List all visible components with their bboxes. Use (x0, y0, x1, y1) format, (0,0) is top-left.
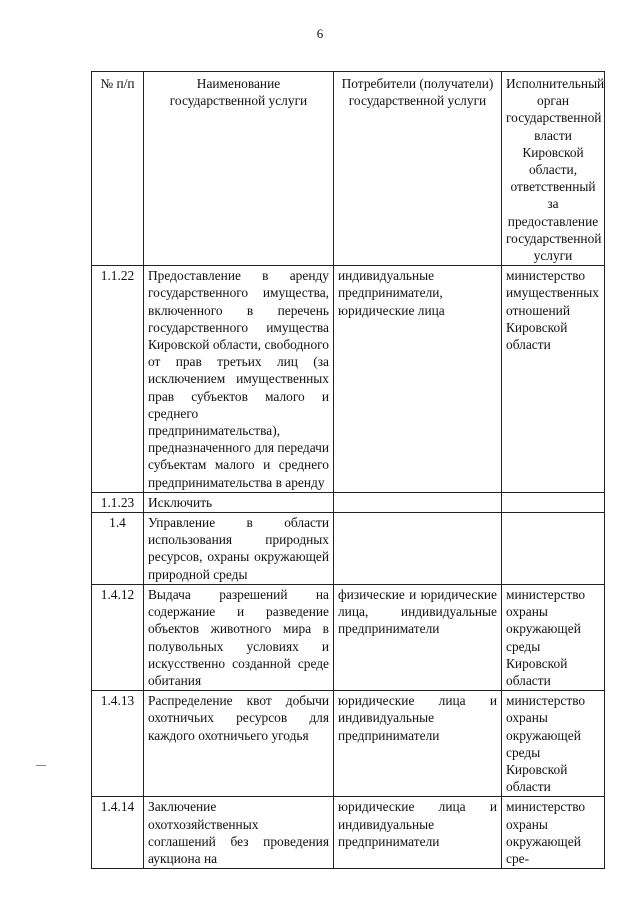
row-consumers: юридические лица и индивидуальные предприниматели (334, 691, 502, 797)
row-authority (502, 513, 605, 585)
row-authority: министерство охраны окружающей сре- (502, 797, 605, 869)
header-number: № п/п (92, 72, 144, 266)
table-row (92, 797, 605, 869)
row-service-name: Предоставление в аренду государственного имущества, включенного в перечень государственного имущества Кировской области, свободного от прав третьих лиц (за исключением имущественных прав субъектов малого и среднего предпринимательства), предназначенного для передачи субъектам малого и среднего предпринимательства в аренду (144, 266, 334, 493)
table-row (92, 492, 605, 512)
row-service-name: Выдача разрешений на содержание и разведение объектов животного мира в полувольных условиях и искусственно созданной среде обитания (144, 584, 334, 690)
header-service-name: Наименование государственной услуги (144, 72, 334, 266)
table-header-row (92, 72, 605, 266)
row-authority: министерство охраны окружающей среды Кировской области (502, 584, 605, 690)
row-number: 1.4.12 (92, 584, 144, 690)
row-number: 1.4 (92, 513, 144, 585)
row-service-name: Заключение охотхозяйственных соглашений без проведения аукциона на (144, 797, 334, 869)
table-row (92, 513, 605, 585)
row-number: 1.1.22 (92, 266, 144, 493)
row-number: 1.4.14 (92, 797, 144, 869)
table-row (92, 691, 605, 797)
row-number: 1.1.23 (92, 492, 144, 512)
row-consumers (334, 513, 502, 585)
header-consumers: Потребители (получатели) государственной услуги (334, 72, 502, 266)
row-consumers: юридические лица и индивидуальные предприниматели (334, 797, 502, 869)
row-consumers (334, 492, 502, 512)
row-service-name: Распределение квот добычи охотничьих ресурсов для каждого охотничьего угодья (144, 691, 334, 797)
row-authority (502, 492, 605, 512)
row-authority: министерство охраны окружающей среды Кировской области (502, 691, 605, 797)
table-row (92, 584, 605, 690)
services-table (91, 71, 605, 869)
page-number: 6 (316, 26, 324, 41)
row-service-name: Управление в области использования природных ресурсов, охраны окружающей природной среды (144, 513, 334, 585)
header-authority: Исполнительный орган государственной власти Кировской области, ответственный за предоставление государственной услуги (502, 72, 605, 266)
row-consumers: физические и юридические лица, индивидуальные предприниматели (334, 584, 502, 690)
row-number: 1.4.13 (92, 691, 144, 797)
row-authority: министерство имущественных отношений Кировской области (502, 266, 605, 493)
scan-mark (36, 765, 46, 766)
row-consumers: индивидуальные предприниматели, юридические лица (334, 266, 502, 493)
row-service-name: Исключить (144, 492, 334, 512)
table-row (92, 266, 605, 493)
